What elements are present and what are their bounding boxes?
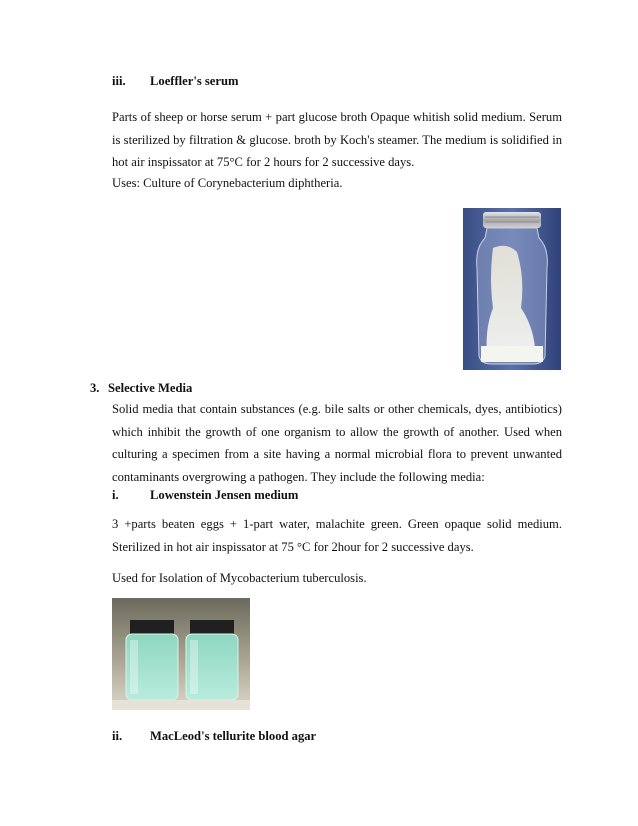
loeffler-title: Loeffler's serum xyxy=(150,74,239,88)
loeffler-bottle-photo xyxy=(463,208,561,370)
macleod-number: ii. xyxy=(112,729,123,743)
selective-media-description: Solid media that contain substances (e.g. bile salts or other chemicals, dyes, antibiotics) which inhibit the growth of one organism to allow the growth of another. Used when culturing a specimen from a site having a normal microbial flora to prevent unwanted contaminants overgrowing a pathogen. They include the following media: xyxy=(112,402,562,484)
loeffler-heading xyxy=(112,74,238,89)
lowenstein-uses: Used for Isolation of Mycobacterium tuberculosis. xyxy=(112,571,367,585)
bottles-illustration xyxy=(112,598,250,710)
macleod-heading xyxy=(112,729,316,744)
loeffler-uses: Uses: Culture of Corynebacterium diphtheria. xyxy=(112,176,343,190)
loeffler-description: Parts of sheep or horse serum + part glucose broth Opaque whitish solid medium. Serum is sterilized by filtration & glucose. broth by Koch's steamer. The medium is solidified in hot air inspissator at 75°C for 2 hours for 2 successive days. xyxy=(112,110,562,169)
macleod-title: MacLeod's tellurite blood agar xyxy=(150,729,317,743)
lowenstein-description: 3 +parts beaten eggs + 1-part water, malachite green. Green opaque solid medium. Sterilized in hot air inspissator at 75 °C for 2hour for 2 successive days. xyxy=(112,517,562,554)
lowenstein-title: Lowenstein Jensen medium xyxy=(150,488,299,502)
selective-media-heading xyxy=(90,381,192,396)
lowenstein-number: i. xyxy=(112,488,119,502)
bottle-illustration xyxy=(463,208,561,370)
selective-media-title: Selective Media xyxy=(108,381,193,395)
lowenstein-heading xyxy=(112,488,298,503)
selective-media-number: 3. xyxy=(90,381,100,395)
lowenstein-bottles-photo xyxy=(112,598,250,710)
loeffler-number: iii. xyxy=(112,74,126,88)
